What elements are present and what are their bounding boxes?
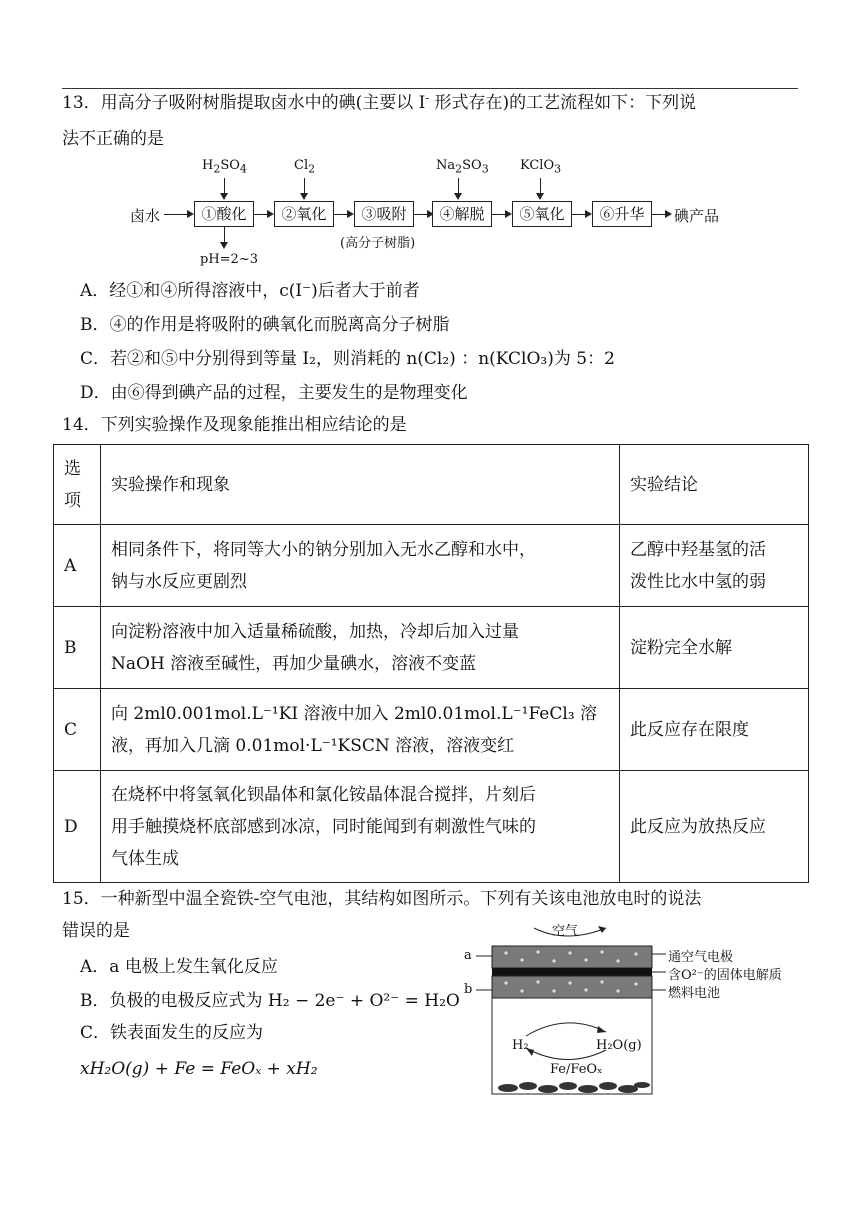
table-row: D 在烧杯中将氢氧化钡晶体和氯化铵晶体混合搅拌，片刻后 用手触摸烧杯底部感到冰凉，同时能闻到有刺激性气味的 气体生成 此反应为放热反应 <box>54 771 809 883</box>
reagent-cl2: $Cl_2$ <box>294 158 316 176</box>
battery-svg <box>456 920 800 1100</box>
q13-option-a: A．经①和④所得溶液中，c(I⁻)后者大于前者 <box>80 281 420 301</box>
header-operation: 实验操作和现象 <box>101 445 620 525</box>
q13-stem-line2: 法不正确的是 <box>62 129 164 149</box>
reagent-h2so4: $H_2SO_4$ <box>202 158 247 176</box>
flow-end: 碘产品 <box>674 207 720 225</box>
step-5: ⑤氧化 <box>512 201 572 227</box>
step-3: ③吸附 <box>354 201 414 227</box>
q15-stem-line1: 15．一种新型中温全瓷铁-空气电池，其结构如图所示。下列有关该电池放电时的说法 <box>62 889 702 909</box>
q13-option-d: D．由⑥得到碘产品的过程，主要发生的是物理变化 <box>80 383 468 403</box>
q15-option-b: B．负极的电极反应式为 H₂ − 2e⁻ + O²⁻ = H₂O <box>80 991 460 1011</box>
step-1: ①酸化 <box>194 201 254 227</box>
battery-diagram <box>456 920 800 1100</box>
note-resin: (高分子树脂) <box>340 236 416 251</box>
step-2: ②氧化 <box>274 201 334 227</box>
q13-option-b: B．④的作用是将吸附的碘氧化而脱离高分子树脂 <box>80 315 450 335</box>
table-header-row <box>54 445 809 525</box>
q13-option-c: C．若②和⑤中分别得到等量 I₂，则消耗的 n(Cl₂) ：n(KClO₃)为 5：2 <box>80 349 615 369</box>
step-6: ⑥升华 <box>592 201 652 227</box>
top-rule <box>62 88 798 89</box>
table-row: C 向 2ml0.001mol.L⁻¹KI 溶液中加入 2ml0.01mol.L⁻¹FeCl₃ 溶 液，再加入几滴 0.01mol·L⁻¹KSCN 溶液，溶液变红 此反应存在限度 <box>54 689 809 771</box>
q13-flow-diagram <box>130 156 750 268</box>
label-b: b <box>464 982 473 997</box>
label-h2o: H₂O(g) <box>596 1038 642 1053</box>
label-air: 空气 <box>552 924 579 939</box>
table-row: B 向淀粉溶液中加入适量稀硫酸，加热，冷却后加入过量 NaOH 溶液至碱性，再加少量碘水，溶液不变蓝 淀粉完全水解 <box>54 607 809 689</box>
q15-option-a: A．a 电极上发生氧化反应 <box>80 957 278 977</box>
flow-start: 卤水 <box>130 207 161 225</box>
label-air-electrode: 通空气电极 <box>668 950 734 965</box>
q15-stem-line2: 错误的是 <box>62 921 130 941</box>
q15-option-c-equation: xH₂O(g) + Fe = FeOₓ + xH₂ <box>80 1059 318 1079</box>
reagent-na2so3: $Na_2SO_3$ <box>436 158 489 176</box>
q13-stem-line1: 13．用高分子吸附树脂提取卤水中的碘(主要以 I- 形式存在)的工艺流程如下：下列说 <box>62 91 697 113</box>
table-row: A 相同条件下，将同等大小的钠分别加入无水乙醇和水中， 钠与水反应更剧烈 乙醇中羟基氢的活 泼性比水中氢的弱 <box>54 525 809 607</box>
reagent-kclo3: KClO$_3$ <box>520 158 562 176</box>
label-electrolyte: 含O²⁻的固体电解质 <box>668 968 782 983</box>
label-h2: H₂ <box>512 1038 529 1053</box>
label-fuel-cell: 燃料电池 <box>668 986 721 1001</box>
q14-table <box>53 444 809 883</box>
header-conclusion: 实验结论 <box>620 445 809 525</box>
q15-option-c: C．铁表面发生的反应为 <box>80 1023 264 1043</box>
note-ph: pH=2~3 <box>200 252 258 267</box>
label-a: a <box>464 948 472 963</box>
header-option: 选 项 <box>54 445 101 525</box>
step-4: ④解脱 <box>432 201 492 227</box>
label-fe: Fe/FeOₓ <box>550 1062 603 1077</box>
q14-stem: 14．下列实验操作及现象能推出相应结论的是 <box>62 415 407 435</box>
